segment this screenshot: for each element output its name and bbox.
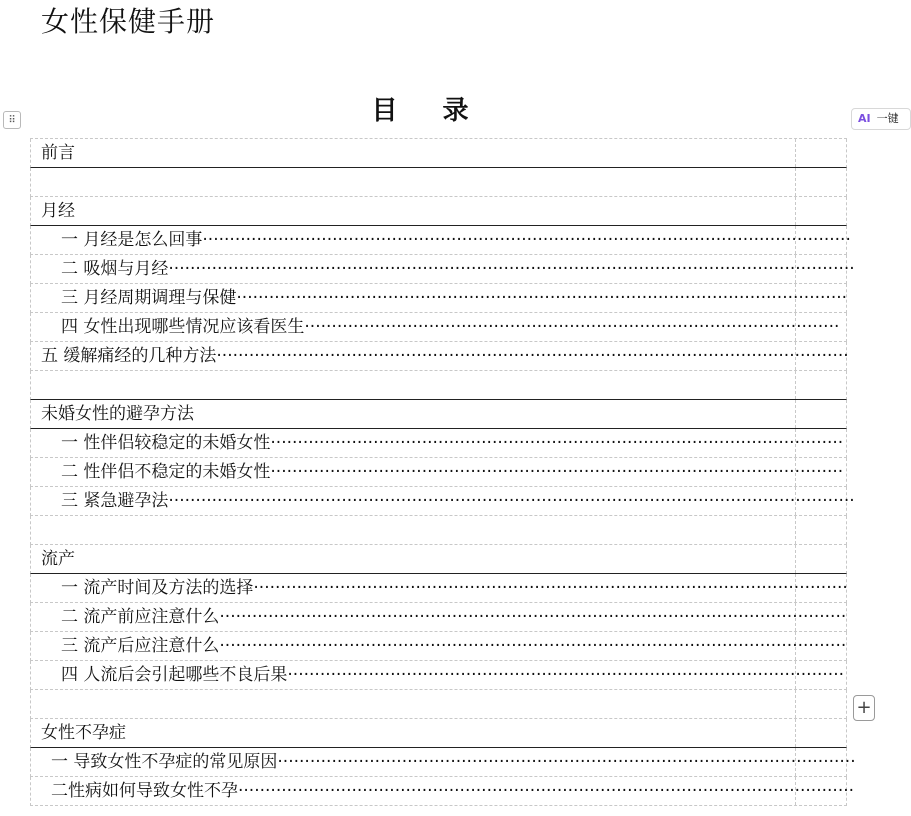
toc-page-cell[interactable] — [796, 400, 846, 428]
toc-entry-text: 一 月经是怎么回事 — [61, 230, 203, 250]
toc-entry-cell[interactable] — [31, 516, 796, 544]
toc-row — [30, 748, 856, 777]
toc-entry-cell[interactable] — [31, 255, 855, 283]
toc-row — [30, 255, 855, 284]
toc-entry-cell[interactable] — [31, 690, 796, 718]
toc-entry-text: 一 导致女性不孕症的常见原因 — [51, 752, 278, 772]
dot-leader: ···················································································································· — [219, 607, 847, 627]
toc-page-cell[interactable] — [796, 690, 846, 718]
toc-row — [30, 284, 847, 313]
toc-entry-text: 二 流产前应注意什么 — [61, 607, 220, 627]
toc-row — [30, 313, 847, 342]
toc-page-cell[interactable] — [796, 197, 846, 225]
toc-page-cell[interactable] — [796, 168, 846, 196]
toc-entry-cell[interactable] — [31, 777, 855, 805]
toc-row — [30, 603, 847, 632]
ai-button-label: 一键 — [876, 112, 899, 125]
toc-entry-text: 一 性伴侣较稳定的未婚女性 — [61, 433, 271, 453]
toc-entry-text: 月经 — [41, 201, 75, 221]
dot-leader: ························································································································ — [202, 230, 851, 250]
dot-leader: ···················································································································· — [219, 636, 847, 656]
toc-entry-cell[interactable] — [31, 719, 796, 747]
toc-row — [30, 400, 847, 429]
dot-leader: ······························································································································· — [168, 491, 855, 511]
toc-entry-cell[interactable] — [31, 748, 856, 776]
toc-table — [30, 138, 856, 806]
toc-entry-cell[interactable] — [31, 487, 855, 515]
toc-entry-cell[interactable] — [31, 313, 840, 341]
toc-row — [30, 545, 847, 574]
toc-row — [30, 487, 855, 516]
toc-entry-text: 四 女性出现哪些情况应该看医生 — [61, 317, 305, 337]
dot-leader: ··································································································· — [304, 317, 840, 337]
toc-entry-cell[interactable] — [31, 197, 796, 225]
toc-row — [30, 371, 847, 400]
dot-leader: ····················································································································· — [216, 346, 849, 366]
toc-row — [30, 777, 855, 806]
toc-entry-cell[interactable] — [31, 661, 844, 689]
toc-page-cell[interactable] — [796, 371, 846, 399]
toc-row — [30, 574, 847, 603]
toc-entry-text: 三 流产后应注意什么 — [61, 636, 220, 656]
toc-entry-text: 流产 — [41, 549, 75, 569]
document-title: 女性保健手册 — [41, 5, 216, 38]
toc-row — [30, 197, 847, 226]
dot-leader: ······························································································································· — [168, 259, 855, 279]
toc-entry-cell[interactable] — [31, 545, 796, 573]
dot-leader: ·········································································································· — [270, 433, 844, 453]
toc-entry-cell[interactable] — [31, 284, 848, 312]
drag-handle-icon[interactable]: ⠿ — [3, 111, 21, 129]
toc-row — [30, 168, 847, 197]
toc-entry-cell[interactable] — [31, 429, 844, 457]
toc-entry-text: 女性不孕症 — [41, 723, 126, 743]
dot-leader: ··········································································································· — [277, 752, 856, 772]
toc-entry-text: 五 缓解痛经的几种方法 — [41, 346, 217, 366]
ai-one-click-button[interactable] — [851, 108, 911, 130]
toc-entry-cell[interactable] — [31, 139, 796, 167]
toc-row — [30, 690, 847, 719]
toc-row — [30, 516, 847, 545]
toc-entry-cell[interactable] — [31, 226, 851, 254]
toc-entry-cell[interactable] — [31, 632, 847, 660]
dot-leader: ·················································································································· — [238, 781, 855, 801]
toc-entry-text: 二 吸烟与月经 — [61, 259, 169, 279]
toc-entry-cell[interactable] — [31, 371, 796, 399]
toc-entry-text: 三 紧急避孕法 — [61, 491, 169, 511]
toc-entry-text: 二 性伴侣不稳定的未婚女性 — [61, 462, 271, 482]
toc-row — [30, 226, 851, 255]
toc-entry-text: 未婚女性的避孕方法 — [41, 404, 194, 424]
toc-entry-cell[interactable] — [31, 458, 844, 486]
toc-entry-text: 前言 — [41, 143, 75, 163]
add-row-button[interactable]: + — [853, 695, 875, 721]
toc-entry-cell[interactable] — [31, 400, 796, 428]
toc-row — [30, 632, 847, 661]
toc-entry-text: 一 流产时间及方法的选择 — [61, 578, 254, 598]
toc-page-cell[interactable] — [796, 719, 846, 747]
dot-leader: ······································································································· — [287, 665, 844, 685]
toc-row — [30, 661, 847, 690]
toc-entry-cell[interactable] — [31, 574, 848, 602]
toc-row — [30, 139, 847, 168]
toc-entry-cell[interactable] — [31, 168, 796, 196]
dot-leader: ·············································································································· — [253, 578, 848, 598]
toc-page-cell[interactable] — [796, 545, 846, 573]
toc-heading: 目 录 — [371, 96, 487, 126]
dot-leader: ················································································································· — [236, 288, 848, 308]
toc-entry-text: 三 月经周期调理与保健 — [61, 288, 237, 308]
toc-row — [30, 429, 847, 458]
dot-leader: ·········································································································· — [270, 462, 844, 482]
toc-entry-text: 二性病如何导致女性不孕 — [51, 781, 238, 801]
toc-row — [30, 458, 847, 487]
toc-row — [30, 719, 847, 748]
toc-page-cell[interactable] — [796, 139, 846, 167]
toc-entry-cell[interactable] — [31, 342, 849, 370]
ai-icon: AI — [858, 112, 871, 125]
toc-entry-cell[interactable] — [31, 603, 847, 631]
toc-row — [30, 342, 847, 371]
toc-page-cell[interactable] — [796, 516, 846, 544]
toc-entry-text: 四 人流后会引起哪些不良后果 — [61, 665, 288, 685]
